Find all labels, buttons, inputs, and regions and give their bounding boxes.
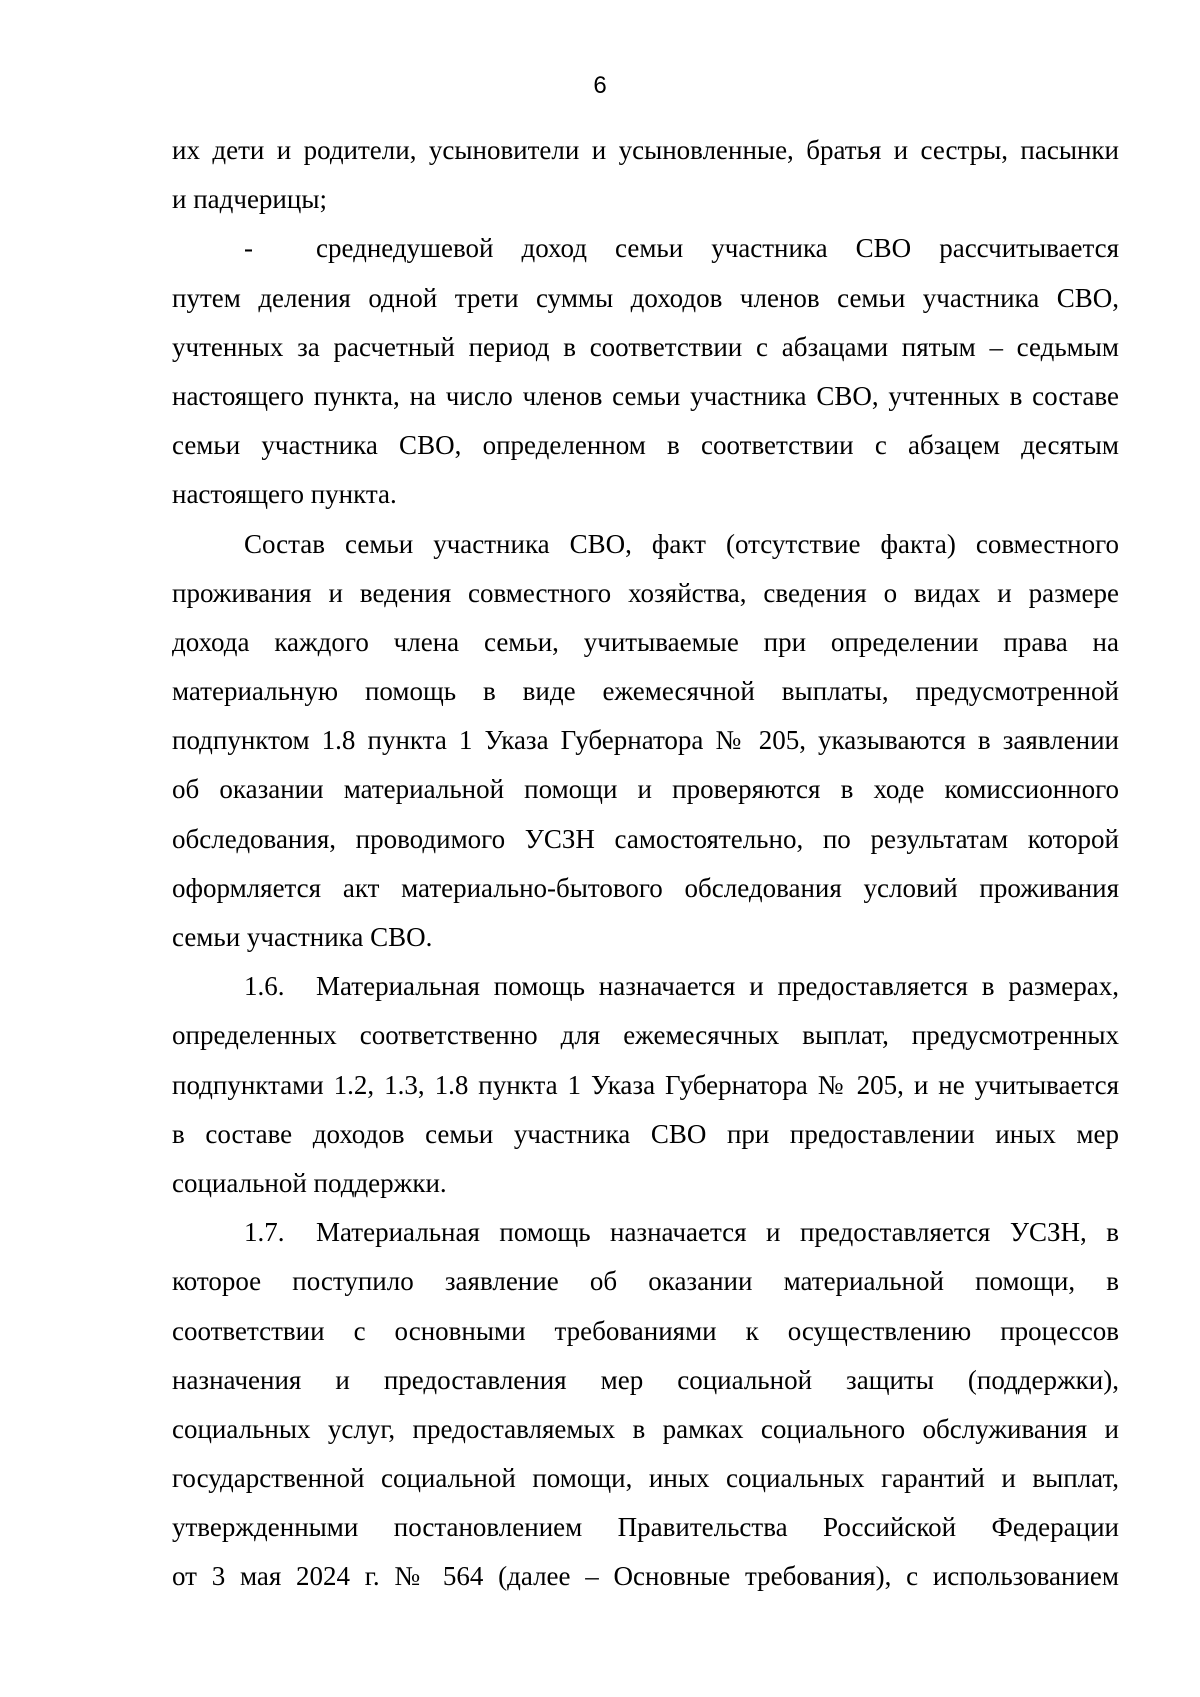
text-line: настоящего пункта, на число членов семьи участника СВО, учтенных в составе	[172, 380, 1119, 411]
text-line: среднедушевой доход семьи участника СВО рассчитывается	[316, 233, 1119, 264]
text-line: путем деления одной трети суммы доходов членов семьи участника СВО,	[172, 282, 1119, 313]
item-number: 1.7.	[244, 1217, 285, 1248]
text-line: государственной социальной помощи, иных социальных гарантий и выплат,	[172, 1463, 1119, 1494]
text-line: соответствии с основными требованиями к осуществлению процессов	[172, 1315, 1119, 1346]
text-line: от 3 мая 2024 г. № 564 (далее – Основные требования), с использованием	[172, 1561, 1119, 1592]
page-number: 6	[593, 72, 607, 99]
text-line: семьи участника СВО, определенном в соответствии с абзацем десятым	[172, 430, 1119, 461]
text-line: назначения и предоставления мер социальной защиты (поддержки),	[172, 1364, 1119, 1395]
text-line: социальных услуг, предоставляемых в рамках социального обслуживания и	[172, 1413, 1119, 1444]
text-line: Материальная помощь назначается и предоставляется в размерах,	[316, 971, 1119, 1002]
numbered-item-1-7	[172, 1208, 1119, 1257]
text-line: их дети и родители, усыновители и усыновленные, братья и сестры, пасынки	[172, 135, 1119, 165]
dash-marker: -	[244, 233, 253, 264]
text-line: обследования, проводимого УСЗН самостоятельно, по результатам которой	[172, 823, 1119, 854]
text-line: которое поступило заявление об оказании материальной помощи, в	[172, 1266, 1119, 1297]
text-line: материальную помощь в виде ежемесячной выплаты, предусмотренной	[172, 676, 1119, 707]
text-line: учтенных за расчетный период в соответствии с абзацами пятым – седьмым	[172, 331, 1119, 362]
text-line: об оказании материальной помощи и проверяются в ходе комиссионного	[172, 774, 1119, 805]
text-line: социальной поддержки.	[172, 1167, 447, 1198]
text-line: семьи участника СВО.	[172, 922, 433, 952]
text-line: и падчерицы;	[172, 184, 327, 215]
text-line: настоящего пункта.	[172, 479, 397, 510]
text-line: определенных соответственно для ежемесячных выплат, предусмотренных	[172, 1020, 1119, 1051]
paragraph-first-line: Состав семьи участника СВО, факт (отсутствие факта) совместного	[244, 528, 1119, 559]
numbered-item-1-6	[172, 962, 1119, 1011]
text-line: в составе доходов семьи участника СВО при предоставлении иных мер	[172, 1118, 1119, 1149]
text-line: подпунктом 1.8 пункта 1 Указа Губернатора № 205, указываются в заявлении	[172, 725, 1119, 756]
item-number: 1.6.	[244, 971, 285, 1002]
text-line: оформляется акт материально-бытового обследования условий проживания	[172, 872, 1119, 903]
list-item-dash	[172, 224, 1119, 273]
text-line: дохода каждого члена семьи, учитываемые при определении права на	[172, 626, 1119, 657]
text-line: Материальная помощь назначается и предоставляется УСЗН, в	[316, 1217, 1119, 1248]
text-line: утвержденными постановлением Правительства Российской Федерации	[172, 1512, 1119, 1543]
text-line: проживания и ведения совместного хозяйства, сведения о видах и размере	[172, 577, 1119, 608]
text-line: подпунктами 1.2, 1.3, 1.8 пункта 1 Указа Губернатора № 205, и не учитывается	[172, 1069, 1119, 1100]
document-body	[172, 126, 1119, 1602]
